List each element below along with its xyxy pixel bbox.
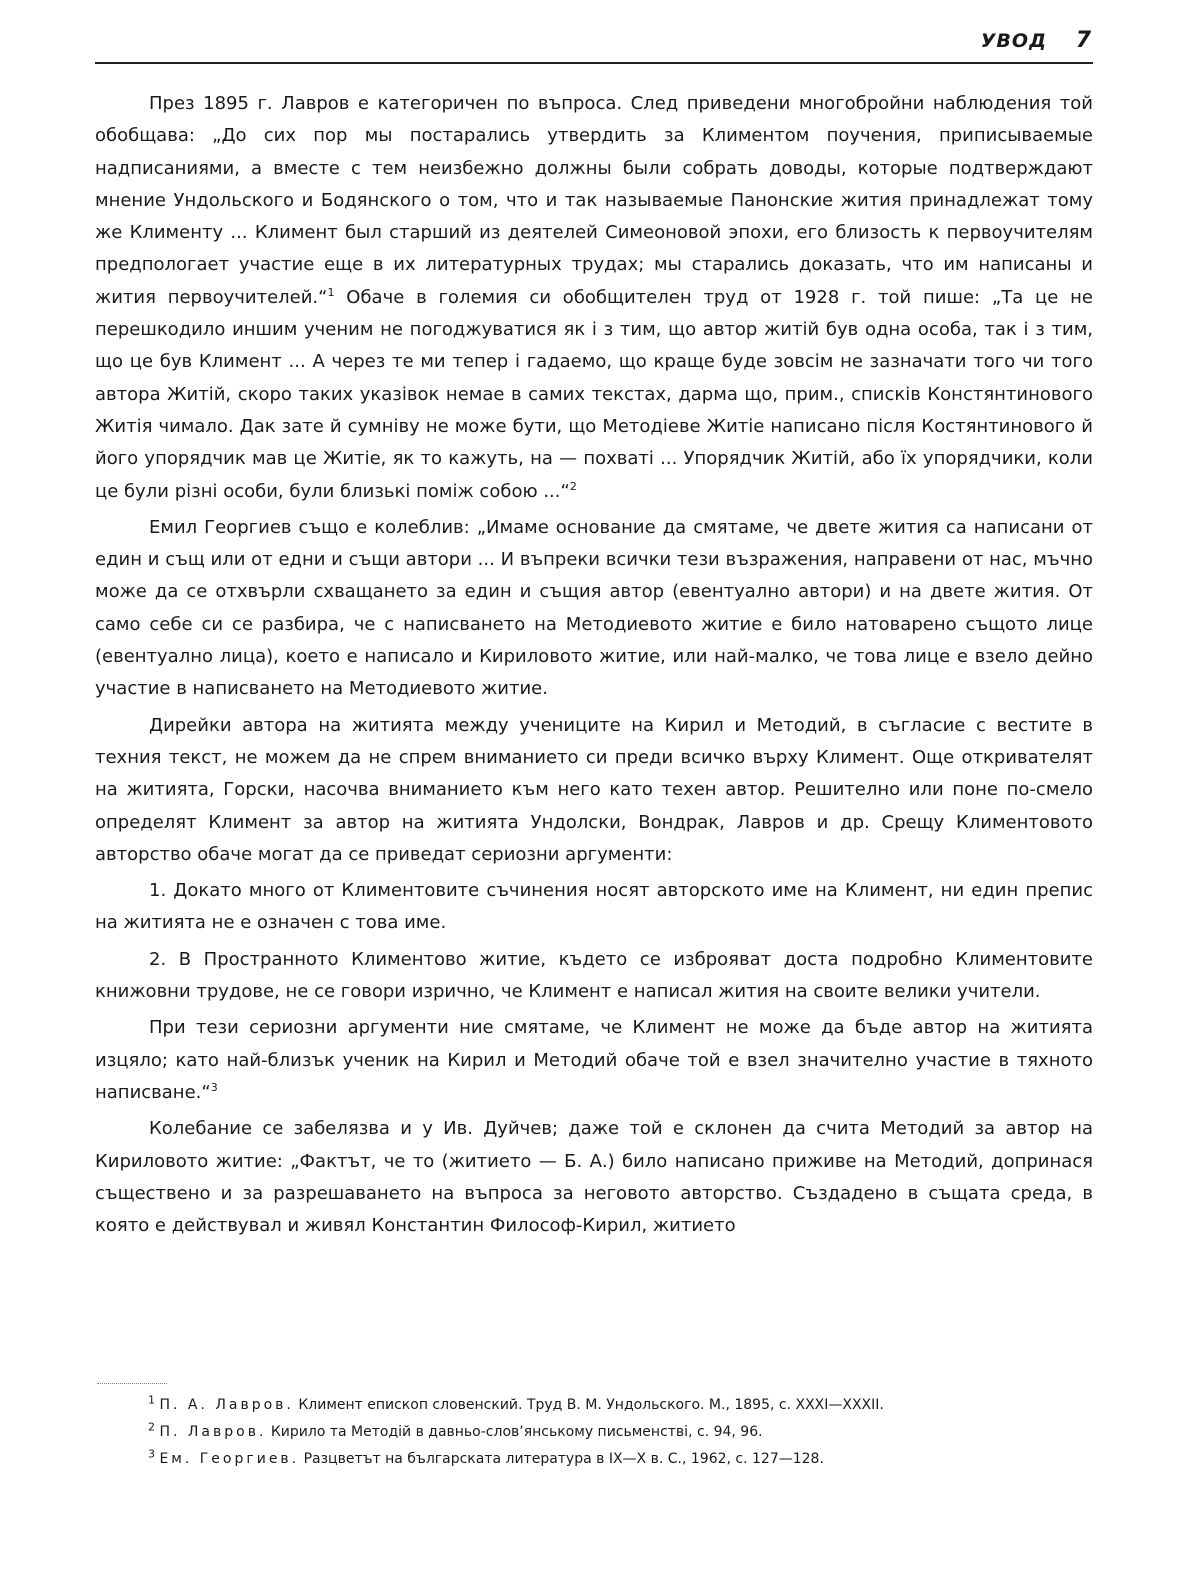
footnote-author: П. Лавров. [159, 1424, 267, 1440]
footnotes [148, 1392, 1078, 1473]
paragraph-text: 1. Докато много от Климентовите съчинения носят авторското име на Климент, ни един препис на житията не е означен с това име. [95, 880, 1093, 934]
paragraph-text: Обаче в големия си обобщителен труд от 1928 г. той пише: „Та це не перешкодило иншим ученим не погоджуватися як і з тим, що автор житій був одна особа, так і з тим, що це був Климент ... А через те ми тепер і гадаемо, що краще буде зовсім не зазначати того чи того автора Житій, скоро таких указівок немае в самих текстах, дарма що, прим., списків Констянтинового Житія чимало. Дак зате й сумніву не може бути, що Методіеве Житіе написано після Костянтинового й його упорядчик мав це Житіе, як то кажуть, на — похваті ... Упорядчик Житій, або їх упорядчики, коли це були різні особи, були близькі поміж собою ...“ [95, 286, 1094, 502]
paragraph [95, 1113, 1093, 1242]
page-number: 7 [1075, 28, 1091, 53]
body-text [95, 88, 1093, 1242]
footnote [148, 1392, 1078, 1419]
footnote-text: Разцветът на българската литература в IX—X в. С., 1962, с. 127—128. [303, 1451, 824, 1467]
footnote-number: 2 [148, 1420, 155, 1434]
footnote-author: П. А. Лавров. [159, 1397, 294, 1413]
footnote-separator [97, 1383, 167, 1384]
paragraph [95, 512, 1093, 706]
footnote-author: Ем. Георгиев. [159, 1451, 300, 1467]
footnote-number: 3 [148, 1447, 155, 1461]
header-rule [95, 62, 1093, 64]
paragraph-text: Колебание се забелязва и у Ив. Дуйчев; даже той е склонен да счита Методий за автор на Кириловото житие: „Фактът, че то (житието — Б. А.) било написано приживе на Методий, допринася съществено и за разрешаването на въпроса за неговото авторство. Създадено в същата среда, в която е действувал и живял Константин Философ-Кирил, житието [95, 1118, 1093, 1237]
running-title: УВОД [980, 30, 1047, 52]
paragraph [95, 88, 1093, 508]
footnote-ref[interactable]: 1 [327, 285, 335, 299]
paragraph-text: При тези сериозни аргументи ние смятаме, че Климент не може да бъде автор на житията изцяло; като най-близък ученик на Кирил и Методий обаче той е взел значително участие в тяхното написване.“ [95, 1017, 1093, 1103]
footnote-ref[interactable]: 2 [569, 479, 577, 493]
paragraph-text: Дирейки автора на житията между учениците на Кирил и Методий, в съгласие с вестите в техния текст, не можем да не спрем вниманието си преди всичко върху Климент. Още откривателят на житията, Горски, насочва вниманието към него като техен автор. Решително или поне по-смело определят Климент за автор на житията Ундолски, Вондрак, Лавров и др. Срещу Климентовото авторство обаче могат да се приведат сериозни аргументи: [95, 714, 1093, 865]
footnote-text: Климент епископ словенский. Труд В. М. Ундольского. М., 1895, с. XXXI—XXXII. [298, 1397, 884, 1413]
paragraph-text: Емил Георгиев също е колеблив: „Имаме основание да смятаме, че двете жития са написани от един и същ или от едни и същи автори ... И въпреки всички тези възражения, направени от нас, мъчно може да се отхвърли схващането за един и същия автор (евентуално автори) и на двете жития. От само себе си се разбира, че с написването на Методиевото житие е било натоварено същото лице (евентуално лица), което е написало и Кириловото житие, или най-малко, че това лице е взело дейно участие в написването на Методиевото житие. [95, 516, 1093, 700]
footnote [148, 1419, 1078, 1446]
running-header [95, 26, 1093, 60]
paragraph-text: 2. В Пространното Климентово житие, където се изброяват доста подробно Климентовите книжовни трудове, не се говори изрично, че Климент е написал жития на своите велики учители. [95, 948, 1093, 1003]
paragraph [95, 1012, 1093, 1109]
footnote-number: 1 [148, 1393, 155, 1407]
footnote-ref[interactable]: 3 [210, 1080, 218, 1094]
paragraph [95, 944, 1093, 1009]
paragraph-text: През 1895 г. Лавров е категоричен по въпроса. След приведени многобройни наблюдения той обобщава: „До сих пор мы постарались утвердить за Климентом поучения, приписываемые надписаниями, а вместе с тем неизбежно должны были собрать доводы, которые подтверждают мнение Ундольского и Бодянского о том, что и так называемые Панонские жития принадлежат тому же Клименту ... Климент был старший из деятелей Симеоновой эпохи, его близость к первоучителям предпологает участие еще в их литературных трудах; мы старались доказать, что им написаны и жития первоучителей.“ [95, 93, 1093, 308]
paragraph [95, 710, 1093, 871]
footnote [148, 1446, 1078, 1473]
paragraph [95, 875, 1093, 940]
footnote-text: Кирило та Методій в давньо-словʼянському письменстві, с. 94, 96. [270, 1424, 763, 1440]
